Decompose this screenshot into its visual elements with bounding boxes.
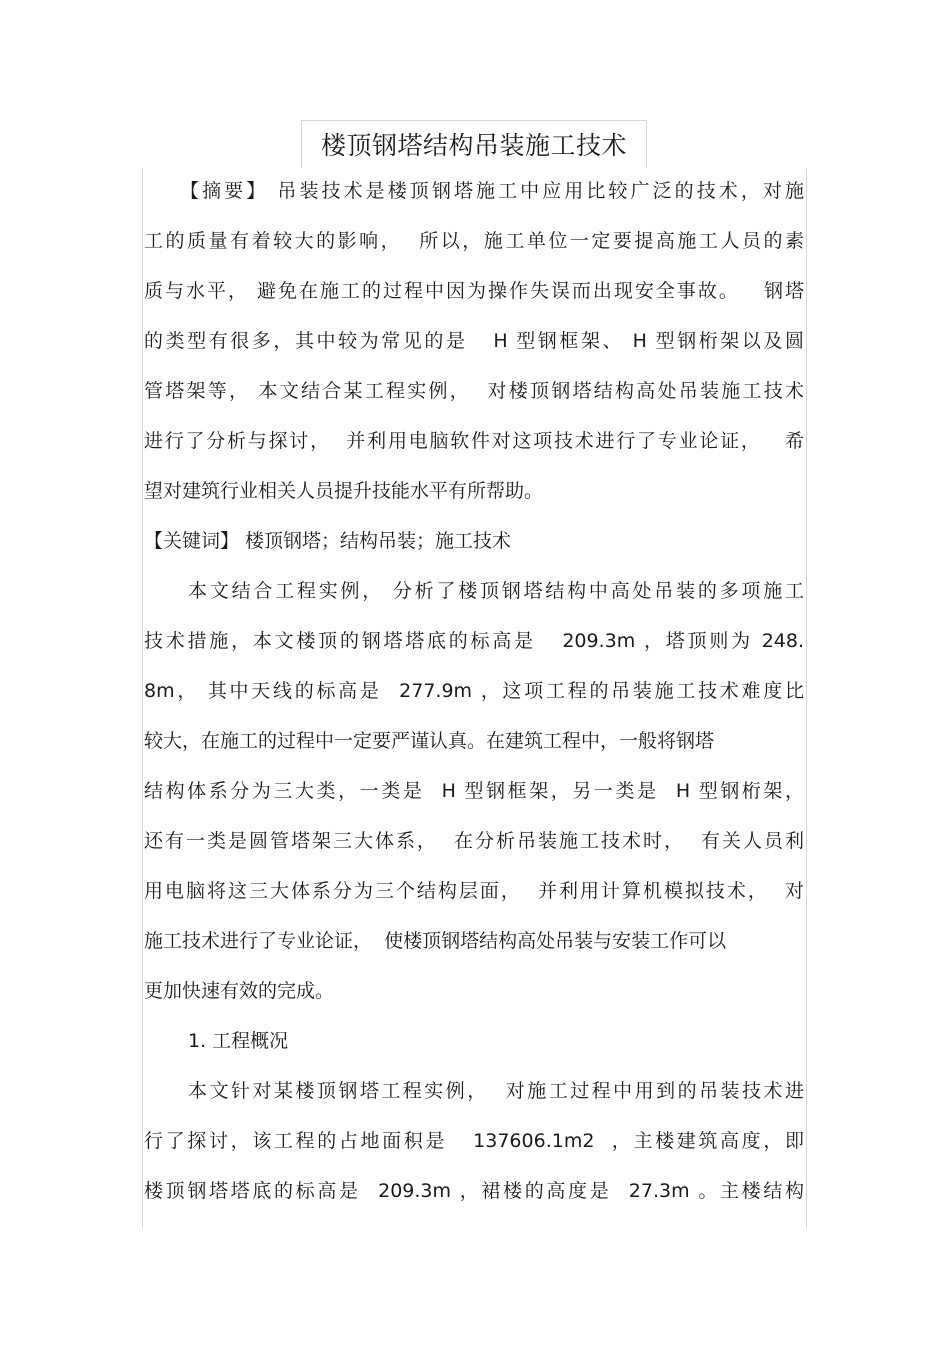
paragraph-line: 本文针对某楼顶钢塔工程实例， 对施工过程中用到的吊装技术进 xyxy=(188,1080,804,1102)
paragraph-line: 本文结合工程实例， 分析了楼顶钢塔结构中高处吊装的多项施工 xyxy=(188,580,804,602)
paragraph-line: 用电脑将这三大体系分为三个结构层面， 并利用计算机模拟技术， 对 xyxy=(144,880,804,902)
paragraph-line: 技术措施，本文楼顶的钢塔塔底的标高是 209.3m ，塔顶则为 248. xyxy=(144,630,804,652)
paragraph-line: 行了探讨，该工程的占地面积是 137606.1m2 ，主楼建筑高度，即 xyxy=(144,1130,804,1152)
paragraph-line: 更加快速有效的完成。 xyxy=(144,980,335,1002)
paragraph-line: 进行了分析与探讨， 并利用电脑软件对这项技术进行了专业论证， 希 xyxy=(144,430,804,452)
paragraph-line: 【摘要】 吊装技术是楼顶钢塔施工中应用比较广泛的技术，对施 xyxy=(180,180,804,202)
paragraph-line: 【关键词】 楼顶钢塔；结构吊装；施工技术 xyxy=(144,530,512,552)
title-frame xyxy=(301,120,647,168)
paragraph-line: 楼顶钢塔塔底的标高是 209.3m ，裙楼的高度是 27.3m 。主楼结构 xyxy=(144,1180,804,1202)
document-title: 楼顶钢塔结构吊装施工技术 xyxy=(320,131,627,160)
paragraph-line: 管塔架等， 本文结合某工程实例， 对楼顶钢塔结构高处吊装施工技术 xyxy=(144,380,804,402)
paragraph-line: 还有一类是圆管塔架三大体系， 在分析吊装施工技术时， 有关人员利 xyxy=(144,830,804,852)
paragraph-line: 8m， 其中天线的标高是 277.9m ，这项工程的吊装施工技术难度比 xyxy=(144,680,804,702)
paragraph-line: 质与水平， 避免在施工的过程中因为操作失误而出现安全事故。 钢塔 xyxy=(144,280,804,302)
paragraph-line: 施工技术进行了专业论证， 使楼顶钢塔结构高处吊装与安装工作可以 xyxy=(144,930,727,952)
paragraph-line: 1. 工程概况 xyxy=(188,1030,289,1052)
paragraph-line: 的类型有很多，其中较为常见的是 H 型钢框架、 H 型钢桁架以及圆 xyxy=(144,330,804,352)
paragraph-line: 结构体系分为三大类，一类是 H 型钢框架，另一类是 H 型钢桁架， xyxy=(144,780,804,802)
paragraph-line: 工的质量有着较大的影响， 所以，施工单位一定要提高施工人员的素 xyxy=(144,230,804,252)
paragraph-line: 较大，在施工的过程中一定要严谨认真。在建筑工程中，一般将钢塔 xyxy=(144,730,715,752)
paragraph-line: 望对建筑行业相关人员提升技能水平有所帮助。 xyxy=(144,480,544,502)
